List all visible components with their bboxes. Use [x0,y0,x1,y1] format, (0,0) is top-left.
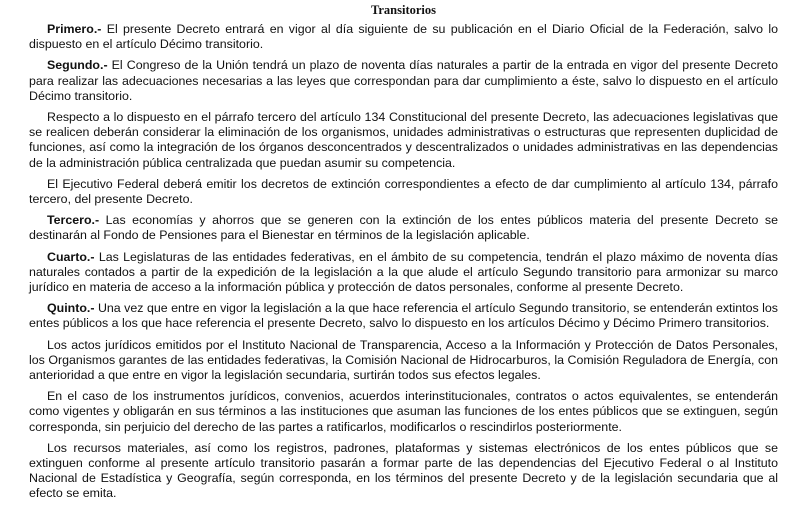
article-lead: Quinto.- [47,301,95,316]
paragraph-quinto [29,301,778,331]
paragraph-quinto-instrumentos [29,389,778,435]
paragraph-text: El Ejecutivo Federal deberá emitir los decretos de extinción correspondientes a efecto de dar cumplimiento al artículo 134, párrafo tercero, del presente Decreto. [29,176,778,207]
paragraph-text: En el caso de los instrumentos jurídicos, convenios, acuerdos interinstitucionales, contratos o actos equivalentes, se entenderán como vigentes y obligarán en sus términos a las instituciones que asuman las funciones de los entes públicos que se extinguen, según corresponda, sin perjuicio del derecho de las partes a ratificarlos, modificarlos o rescindirlos posteriormente. [29,389,778,434]
article-lead: Tercero.- [47,213,100,228]
paragraph-text: Respecto a lo dispuesto en el párrafo tercero del artículo 134 Constitucional del presente Decreto, las adecuaciones legislativas que se realicen deberán considerar la eliminación de los organismos, unidades administrativas o estructuras que representen duplicidad de funciones, así como la integración de los órganos desconcentrados y descentralizados o unidades administrativas en las dependencias de la administración pública centralizada que puedan asumir su competencia. [29,110,778,170]
paragraph-primero [29,22,778,52]
paragraph-text: Los actos jurídicos emitidos por el Instituto Nacional de Transparencia, Acceso a la Información y Protección de Datos Personales, los Organismos garantes de las entidades federativas, la Comisión Nacional de Hidrocarburos, la Comisión Reguladora de Energía, con anterioridad a que entre en vigor la legislación secundaria, surtirán todos sus efectos legales. [29,337,778,383]
paragraph-text: Las Legislaturas de las entidades federativas, en el ámbito de su competencia, tendrán el plazo máximo de noventa días naturales contados a partir de la expedición de la legislación a la que alude el artículo Segundo transitorio para armonizar su marco jurídico en materia de acceso a la información pública y protección de datos personales, conforme al presente Decreto. [29,249,778,295]
paragraph-segundo-art134 [29,110,778,171]
paragraph-segundo-ejecutivo [29,177,778,207]
paragraph-cuarto [29,250,778,296]
paragraph-segundo [29,58,778,104]
paragraph-tercero [29,213,778,243]
paragraph-text: El Congreso de la Unión tendrá un plazo de noventa días naturales a partir de la entrada en vigor del presente Decreto para realizar las adecuaciones necesarias a las leyes que correspondan para dar cumplimiento a éste, salvo lo dispuesto en el artículo Décimo transitorio. [29,58,778,103]
paragraph-text: Una vez que entre en vigor la legislación a la que hace referencia el artículo Segundo transitorio, se entenderán extintos los entes públicos a los que hace referencia el presente Decreto, salvo lo dispuesto en los artículos Décimo y Décimo Primero transitorios. [29,301,778,331]
paragraph-text: Los recursos materiales, así como los registros, padrones, plataformas y sistemas electrónicos de los entes públicos que se extinguen conforme al presente artículo transitorio pasarán a formar parte de las dependencias del Ejecutivo Federal o al Instituto Nacional de Estadística y Geografía, según corresponda, en los términos del presente Decreto y de la legislación secundaria que al efecto se emita. [29,440,778,501]
article-lead: Cuarto.- [47,249,95,264]
article-lead: Segundo.- [47,58,108,73]
paragraph-quinto-recursos [29,441,778,502]
paragraph-text: El presente Decreto entrará en vigor al día siguiente de su publicación en el Diario Oficial de la Federación, salvo lo dispuesto en el artículo Décimo transitorio. [29,22,778,52]
article-lead: Primero.- [47,22,102,36]
paragraph-text: Las economías y ahorros que se generen con la extinción de los entes públicos materia del presente Decreto se destinarán al Fondo de Pensiones para el Bienestar en términos de la legislación aplicable. [29,213,778,243]
paragraph-quinto-actos [29,338,778,384]
section-heading: Transitorios [370,3,437,17]
